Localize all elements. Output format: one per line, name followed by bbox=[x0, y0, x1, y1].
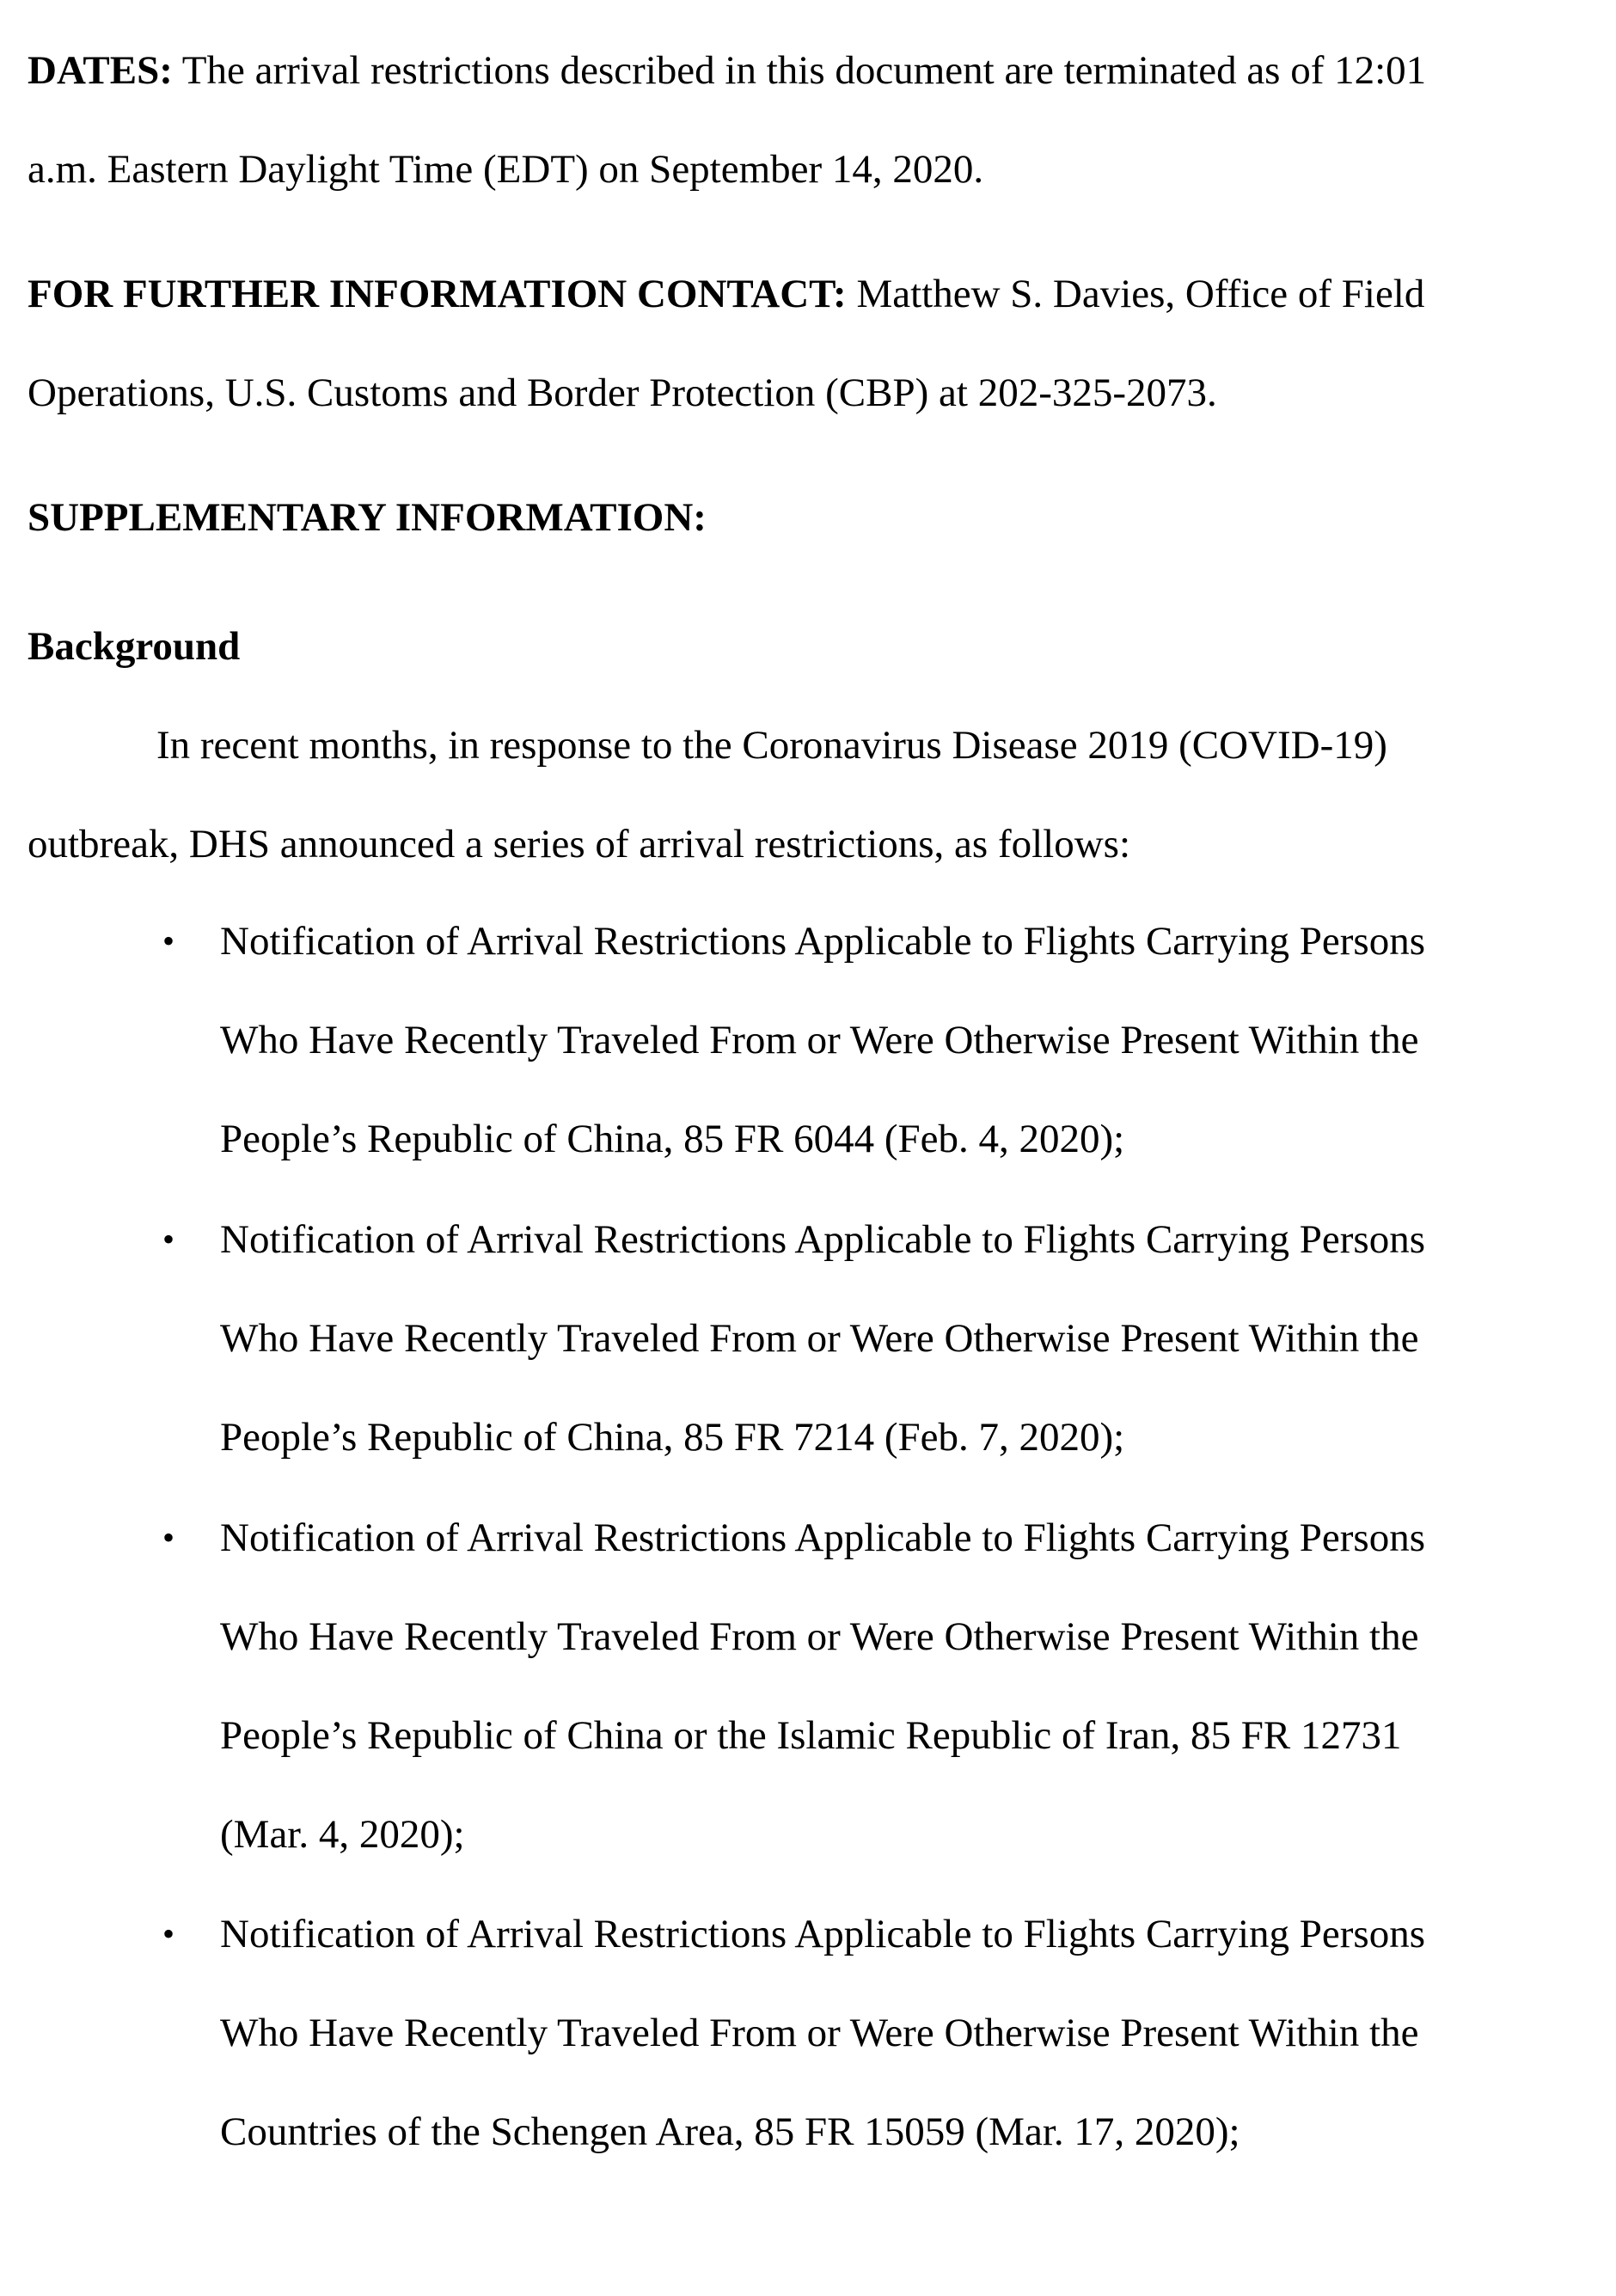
contact-line-1 bbox=[28, 266, 1424, 321]
list-item-line: People’s Republic of China, 85 FR 6044 (Feb. 4, 2020); bbox=[220, 1117, 1125, 1161]
list-item-line: Who Have Recently Traveled From or Were Otherwise Present Within the bbox=[220, 1018, 1419, 1062]
contact-label: FOR FURTHER INFORMATION CONTACT: bbox=[28, 272, 847, 316]
list-item-line: Notification of Arrival Restrictions Applicable to Flights Carrying Persons bbox=[220, 1912, 1425, 1956]
contact-line-2: Operations, U.S. Customs and Border Protection (CBP) at 202-325-2073. bbox=[28, 370, 1217, 415]
dates-line-2: a.m. Eastern Daylight Time (EDT) on September 14, 2020. bbox=[28, 147, 984, 192]
dates-label: DATES: bbox=[28, 48, 173, 93]
list-item-line: (Mar. 4, 2020); bbox=[220, 1812, 465, 1857]
dates-text: The arrival restrictions described in this document are terminated as of 12:01 bbox=[172, 48, 1427, 93]
background-para-line-2: outbreak, DHS announced a series of arrival restrictions, as follows: bbox=[28, 822, 1130, 866]
contact-text: Matthew S. Davies, Office of Field bbox=[846, 272, 1425, 316]
list-item-line: People’s Republic of China, 85 FR 7214 (Feb. 7, 2020); bbox=[220, 1415, 1125, 1460]
list-item-line: Who Have Recently Traveled From or Were Otherwise Present Within the bbox=[220, 2011, 1419, 2055]
list-item-line: Countries of the Schengen Area, 85 FR 15059 (Mar. 17, 2020); bbox=[220, 2109, 1240, 2154]
supplementary-heading: SUPPLEMENTARY INFORMATION: bbox=[28, 495, 707, 540]
bullet-icon: • bbox=[162, 1518, 174, 1557]
bullet-icon: • bbox=[162, 1914, 174, 1953]
background-heading: Background bbox=[28, 624, 241, 669]
list-item-line: Notification of Arrival Restrictions Applicable to Flights Carrying Persons bbox=[220, 1217, 1425, 1262]
list-item-line: Who Have Recently Traveled From or Were Otherwise Present Within the bbox=[220, 1316, 1419, 1361]
dates-line-1 bbox=[28, 43, 1426, 98]
list-item-line: Notification of Arrival Restrictions Applicable to Flights Carrying Persons bbox=[220, 919, 1425, 964]
bullet-icon: • bbox=[162, 921, 174, 960]
list-item-line: People’s Republic of China or the Islamic Republic of Iran, 85 FR 12731 bbox=[220, 1713, 1402, 1758]
background-para-line-1: In recent months, in response to the Coronavirus Disease 2019 (COVID-19) bbox=[156, 723, 1387, 768]
list-item-line: Notification of Arrival Restrictions Applicable to Flights Carrying Persons bbox=[220, 1515, 1425, 1560]
list-item-line: Who Have Recently Traveled From or Were Otherwise Present Within the bbox=[220, 1614, 1419, 1659]
bullet-icon: • bbox=[162, 1220, 174, 1258]
